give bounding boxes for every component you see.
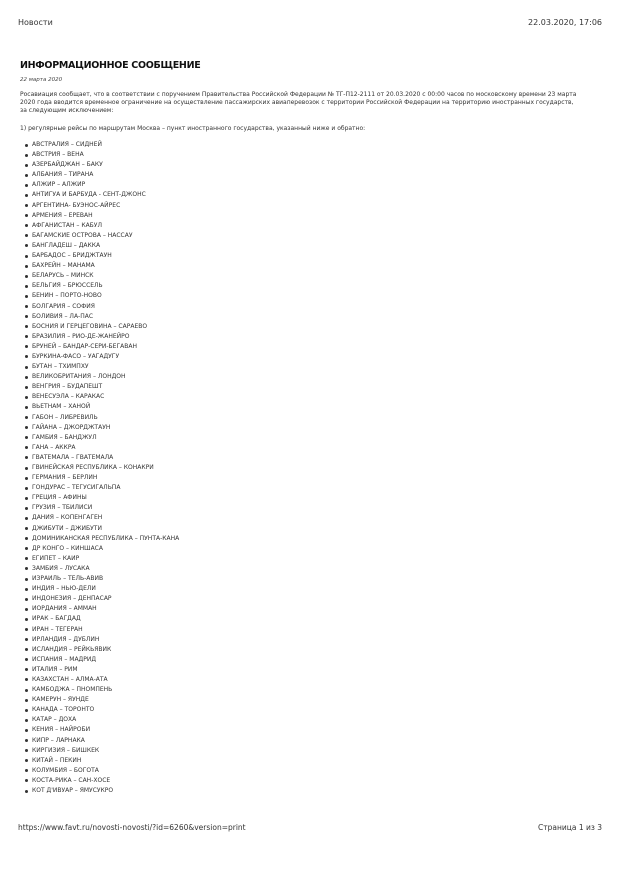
route-item: ГАЙАНА – ДЖОРДЖТАУН	[32, 423, 580, 433]
route-item: БАРБАДОС – БРИДЖТАУН	[32, 251, 580, 261]
route-item: КИПР – ЛАРНАКА	[32, 736, 580, 746]
route-item: ДР КОНГО – КИНШАСА	[32, 544, 580, 554]
route-item: ИНДОНЕЗИЯ – ДЕНПАСАР	[32, 594, 580, 604]
page-header	[18, 18, 602, 27]
article-date: 22 марта 2020	[20, 77, 63, 83]
route-item: КАМЕРУН – ЯУНДЕ	[32, 695, 580, 705]
route-item: АФГАНИСТАН – КАБУЛ	[32, 221, 580, 231]
route-item: АЗЕРБАЙДЖАН – БАКУ	[32, 160, 580, 170]
route-item: ГЕРМАНИЯ – БЕРЛИН	[32, 473, 580, 483]
section-name: Новости	[18, 18, 53, 27]
article-body: Росавиация сообщает, что в соответствии с поручением Правительства Российской Федерации № ТГ-П12-2111 от 20.03.2020 с 00:00 часов по московскому времени 23 марта 2020 года вводится временное ограничение на осуществление пассажирских авиаперевозок с территории Российской Федерации на территорию иностранных государств, за следующим исключением:	[20, 91, 577, 114]
route-item: БРУНЕЙ – БАНДАР-СЕРИ-БЕГАВАН	[32, 342, 580, 352]
route-item: ИНДИЯ – НЬЮ-ДЕЛИ	[32, 584, 580, 594]
route-item: КАМБОДЖА – ПНОМПЕНЬ	[32, 685, 580, 695]
route-item: ГВИНЕЙСКАЯ РЕСПУБЛИКА – КОНАКРИ	[32, 463, 580, 473]
route-item: КАЗАХСТАН – АЛМА-АТА	[32, 675, 580, 685]
route-item: АРМЕНИЯ – ЕРЕВАН	[32, 211, 580, 221]
route-item: КЕНИЯ – НАЙРОБИ	[32, 725, 580, 735]
route-item: ИСЛАНДИЯ – РЕЙКЬЯВИК	[32, 645, 580, 655]
route-item: КАНАДА – ТОРОНТО	[32, 705, 580, 715]
route-item: БОЛГАРИЯ – СОФИЯ	[32, 302, 580, 312]
route-item: БОЛИВИЯ – ЛА-ПАС	[32, 312, 580, 322]
route-item: КОЛУМБИЯ – БОГОТА	[32, 766, 580, 776]
route-item: БЕНИН – ПОРТО-НОВО	[32, 291, 580, 301]
article-title: ИНФОРМАЦИОННОЕ СООБЩЕНИЕ	[20, 60, 201, 71]
route-item: ИСПАНИЯ – МАДРИД	[32, 655, 580, 665]
route-item: БРАЗИЛИЯ – РИО-ДЕ-ЖАНЕЙРО	[32, 332, 580, 342]
route-item: БАХРЕЙН – МАНАМА	[32, 261, 580, 271]
route-item: БУРКИНА-ФАСО – УАГАДУГУ	[32, 352, 580, 362]
routes-list	[20, 140, 580, 796]
route-item: ДОМИНИКАНСКАЯ РЕСПУБЛИКА – ПУНТА-КАНА	[32, 534, 580, 544]
route-item: КОСТА-РИКА – САН-ХОСЕ	[32, 776, 580, 786]
route-item: БЕЛАРУСЬ – МИНСК	[32, 271, 580, 281]
route-item: БУТАН – ТХИМПХУ	[32, 362, 580, 372]
print-datetime: 22.03.2020, 17:06	[528, 18, 602, 27]
route-item: ИРАН – ТЕГЕРАН	[32, 625, 580, 635]
page-url[interactable]: https://www.favt.ru/novosti-novosti/?id=6260&version=print	[18, 823, 246, 832]
route-item: КИРГИЗИЯ – БИШКЕК	[32, 746, 580, 756]
route-item: АНТИГУА И БАРБУДА - СЕНТ-ДЖОНС	[32, 190, 580, 200]
route-item: КИТАЙ – ПЕКИН	[32, 756, 580, 766]
route-item: ИРЛАНДИЯ – ДУБЛИН	[32, 635, 580, 645]
route-item: АВСТРАЛИЯ – СИДНЕЙ	[32, 140, 580, 150]
route-item: ДЖИБУТИ – ДЖИБУТИ	[32, 524, 580, 534]
route-item: ВЬЕТНАМ – ХАНОЙ	[32, 402, 580, 412]
route-item: ГОНДУРАС – ТЕГУСИГАЛЬПА	[32, 483, 580, 493]
route-item: ГАБОН – ЛИБРЕВИЛЬ	[32, 413, 580, 423]
route-item: ГРЕЦИЯ – АФИНЫ	[32, 493, 580, 503]
route-item: КОТ Д'ИВУАР – ЯМУСУКРО	[32, 786, 580, 796]
route-item: ГАНА – АККРА	[32, 443, 580, 453]
route-item: БАГАМСКИЕ ОСТРОВА – НАССАУ	[32, 231, 580, 241]
route-item: БАНГЛАДЕШ – ДАККА	[32, 241, 580, 251]
route-item: ИОРДАНИЯ – АММАН	[32, 604, 580, 614]
route-item: БЕЛЬГИЯ – БРЮССЕЛЬ	[32, 281, 580, 291]
route-item: АЛБАНИЯ – ТИРАНА	[32, 170, 580, 180]
route-item: ГВАТЕМАЛА – ГВАТЕМАЛА	[32, 453, 580, 463]
routes-intro: 1) регулярные рейсы по маршрутам Москва – пункт иностранного государства, указанный ниже и обратно:	[20, 125, 366, 132]
route-item: ИРАК – БАГДАД	[32, 614, 580, 624]
page-footer	[18, 823, 602, 832]
page-number: Страница 1 из 3	[538, 823, 602, 832]
route-item: ВЕЛИКОБРИТАНИЯ – ЛОНДОН	[32, 372, 580, 382]
route-item: ГРУЗИЯ – ТБИЛИСИ	[32, 503, 580, 513]
route-item: АРГЕНТИНА- БУЭНОС-АЙРЕС	[32, 201, 580, 211]
route-item: ВЕНГРИЯ – БУДАПЕШТ	[32, 382, 580, 392]
route-item: ИЗРАИЛЬ – ТЕЛЬ-АВИВ	[32, 574, 580, 584]
route-item: ВЕНЕСУЭЛА – КАРАКАС	[32, 392, 580, 402]
route-item: БОСНИЯ И ГЕРЦЕГОВИНА – САРАЕВО	[32, 322, 580, 332]
route-item: ЗАМБИЯ – ЛУСАКА	[32, 564, 580, 574]
route-item: КАТАР – ДОХА	[32, 715, 580, 725]
route-item: АЛЖИР – АЛЖИР	[32, 180, 580, 190]
route-item: ГАМБИЯ – БАНДЖУЛ	[32, 433, 580, 443]
route-item: АВСТРИЯ – ВЕНА	[32, 150, 580, 160]
route-item: ИТАЛИЯ – РИМ	[32, 665, 580, 675]
route-item: ДАНИЯ – КОПЕНГАГЕН	[32, 513, 580, 523]
route-item: ЕГИПЕТ – КАИР	[32, 554, 580, 564]
article	[20, 60, 580, 796]
